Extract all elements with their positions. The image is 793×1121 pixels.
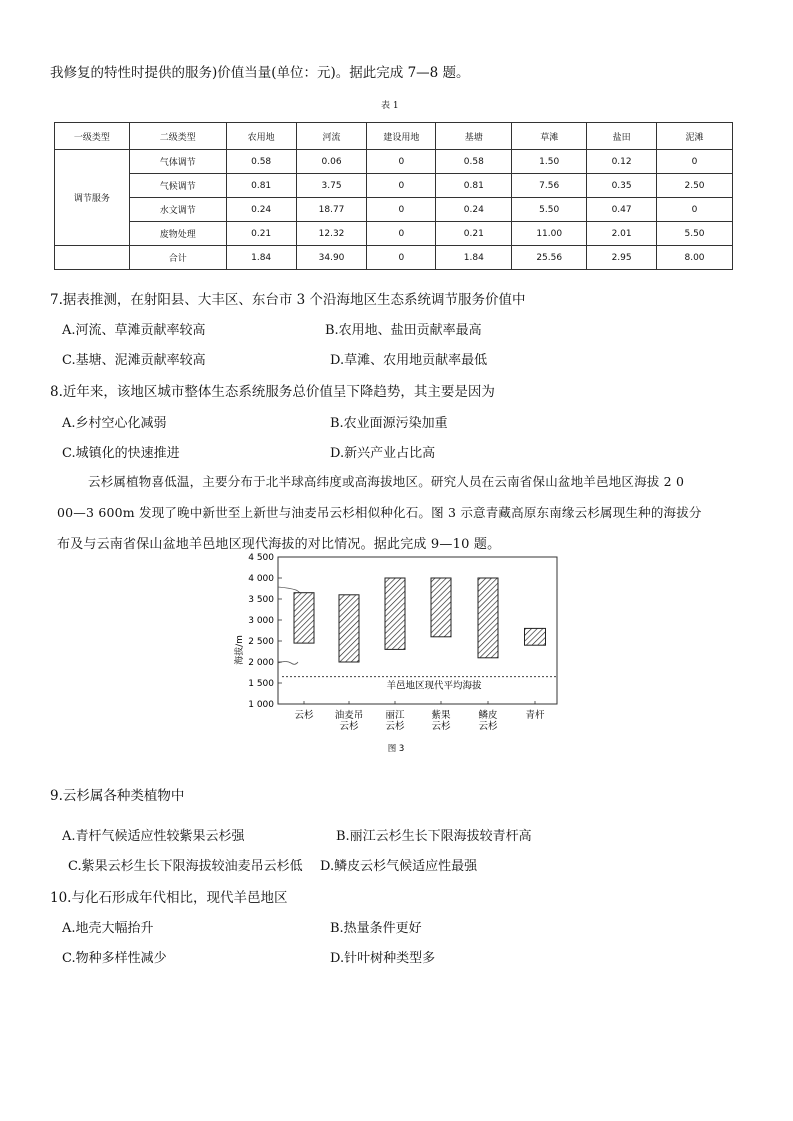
table-cell: 0.24	[226, 198, 296, 222]
passage-line-3: 布及与云南省保山盆地羊邑地区现代海拔的对比情况。据此完成 9—10 题。	[57, 537, 501, 552]
table-caption: 表 1	[381, 101, 399, 111]
x-category-label: 云杉	[431, 721, 451, 732]
q7-option-c: C.基塘、泥滩贡献率较高	[62, 353, 206, 368]
y-tick-label: 2 500	[248, 637, 274, 647]
q10-option-c: C.物种多样性减少	[62, 951, 167, 966]
x-category-label: 云杉	[385, 721, 405, 732]
x-category-label: 鳞皮	[478, 710, 498, 721]
figure-caption: 图 3	[387, 744, 405, 754]
y-tick-label: 3 500	[248, 595, 274, 605]
table-cell: 1.84	[226, 246, 296, 270]
table-cell: 0.58	[436, 150, 512, 174]
q10-option-a: A.地壳大幅抬升	[62, 921, 154, 936]
row-label: 废物处理	[129, 222, 226, 246]
table-cell: 7.56	[512, 174, 587, 198]
y-tick-label: 2 000	[248, 658, 274, 668]
table-cell: 0	[657, 150, 733, 174]
q7-stem: 7.据表推测，在射阳县、大丰区、东台市 3 个沿海地区生态系统调节服务价值中	[50, 292, 526, 308]
table-cell: 0.06	[296, 150, 367, 174]
col-header: 建设用地	[367, 123, 436, 150]
table-cell: 0	[657, 198, 733, 222]
col-header: 草滩	[512, 123, 587, 150]
table-cell: 3.75	[296, 174, 367, 198]
bar-range	[431, 578, 451, 637]
q9-option-b: B.丽江云杉生长下限海拔较青杆高	[336, 829, 532, 844]
passage-line-2: 00—3 600m 发现了晚中新世至上新世与油麦吊云杉相似种化石。图 3 示意青藏高原东南缘云杉属现生种的海拔分	[57, 505, 702, 520]
row-label: 水文调节	[129, 198, 226, 222]
x-category-label: 云杉	[339, 721, 359, 732]
table-cell: 2.01	[587, 222, 657, 246]
col-header: 基塘	[436, 123, 512, 150]
table-cell: 12.32	[296, 222, 367, 246]
bar-range	[525, 628, 546, 645]
q8-option-d: D.新兴产业占比高	[330, 446, 436, 461]
row-label: 气候调节	[129, 174, 226, 198]
col-header: 一级类型	[55, 123, 130, 150]
row-label: 合计	[129, 246, 226, 270]
intro-line: 我修复的特性时提供的服务)价值当量(单位：元)。据此完成 7—8 题。	[50, 65, 470, 81]
y-tick-label: 1 500	[248, 679, 274, 689]
table-cell: 0.81	[436, 174, 512, 198]
q8-stem: 8.近年来，该地区城市整体生态系统服务总价值呈下降趋势，其主要是因为	[50, 384, 495, 400]
x-category-label: 云杉	[478, 721, 498, 732]
col-header: 农用地	[226, 123, 296, 150]
y-tick-label: 4 500	[248, 553, 274, 563]
q10-option-b: B.热量条件更好	[330, 921, 422, 936]
q7-option-d: D.草滩、农用地贡献率最低	[330, 353, 488, 368]
y-tick-label: 1 000	[248, 700, 274, 710]
q7-option-b: B.农用地、盐田贡献率最高	[325, 323, 482, 338]
q9-option-d: D.鳞皮云杉气候适应性最强	[320, 859, 478, 874]
table-cell: 0.21	[226, 222, 296, 246]
table-cell: 0.24	[436, 198, 512, 222]
table-cell: 25.56	[512, 246, 587, 270]
table-cell: 0.58	[226, 150, 296, 174]
col-header: 二级类型	[129, 123, 226, 150]
table-cell: 0.47	[587, 198, 657, 222]
col-header: 盐田	[587, 123, 657, 150]
table-cell: 5.50	[657, 222, 733, 246]
x-category-label: 丽江	[385, 710, 405, 721]
row-label: 气体调节	[129, 150, 226, 174]
q8-option-b: B.农业面源污染加重	[330, 416, 448, 431]
table-cell: 0.81	[226, 174, 296, 198]
x-category-label: 紫果	[431, 710, 451, 721]
table-cell: 0	[367, 150, 436, 174]
y-axis-label: 海拔/m	[235, 635, 245, 665]
y-tick-label: 3 000	[248, 616, 274, 626]
q8-option-a: A.乡村空心化减弱	[62, 416, 167, 431]
bar-range	[478, 578, 498, 658]
q9-stem: 9.云杉属各种类植物中	[50, 788, 185, 804]
table-cell: 34.90	[296, 246, 367, 270]
table-cell: 0.21	[436, 222, 512, 246]
table-cell: 18.77	[296, 198, 367, 222]
table-cell: 8.00	[657, 246, 733, 270]
table-cell: 2.95	[587, 246, 657, 270]
table-cell: 0.35	[587, 174, 657, 198]
table-cell: 0.12	[587, 150, 657, 174]
q9-option-a: A.青杆气候适应性较紫果云杉强	[62, 829, 245, 844]
q7-option-a: A.河流、草滩贡献率较高	[62, 323, 206, 338]
reference-line-label: 羊邑地区现代平均海拔	[386, 680, 482, 692]
group-label: 调节服务	[55, 150, 130, 246]
table-cell: 5.50	[512, 198, 587, 222]
q10-stem: 10.与化石形成年代相比，现代羊邑地区	[50, 890, 288, 906]
passage-line-1: 云杉属植物喜低温，主要分布于北半球高纬度或高海拔地区。研究人员在云南省保山盆地羊邑地区海拔 2 0	[88, 474, 685, 489]
col-header: 泥滩	[657, 123, 733, 150]
table-cell: 0	[367, 222, 436, 246]
q8-option-c: C.城镇化的快速推进	[62, 446, 180, 461]
table-cell: 0	[367, 174, 436, 198]
x-category-label: 云杉	[294, 710, 314, 721]
q9-option-c: C.紫果云杉生长下限海拔较油麦吊云杉低	[68, 859, 303, 874]
y-tick-label: 4 000	[248, 574, 274, 584]
bar-range	[385, 578, 405, 649]
q10-option-d: D.针叶树种类型多	[330, 951, 436, 966]
table-cell: 1.50	[512, 150, 587, 174]
x-category-label: 青杆	[525, 710, 545, 721]
table-cell: 2.50	[657, 174, 733, 198]
bar-range	[294, 593, 314, 643]
bar-range	[339, 595, 359, 662]
x-category-label: 油麦吊	[334, 710, 364, 721]
table-cell: 11.00	[512, 222, 587, 246]
table-cell: 0	[367, 246, 436, 270]
col-header: 河流	[296, 123, 367, 150]
table-cell: 1.84	[436, 246, 512, 270]
table-cell: 0	[367, 198, 436, 222]
